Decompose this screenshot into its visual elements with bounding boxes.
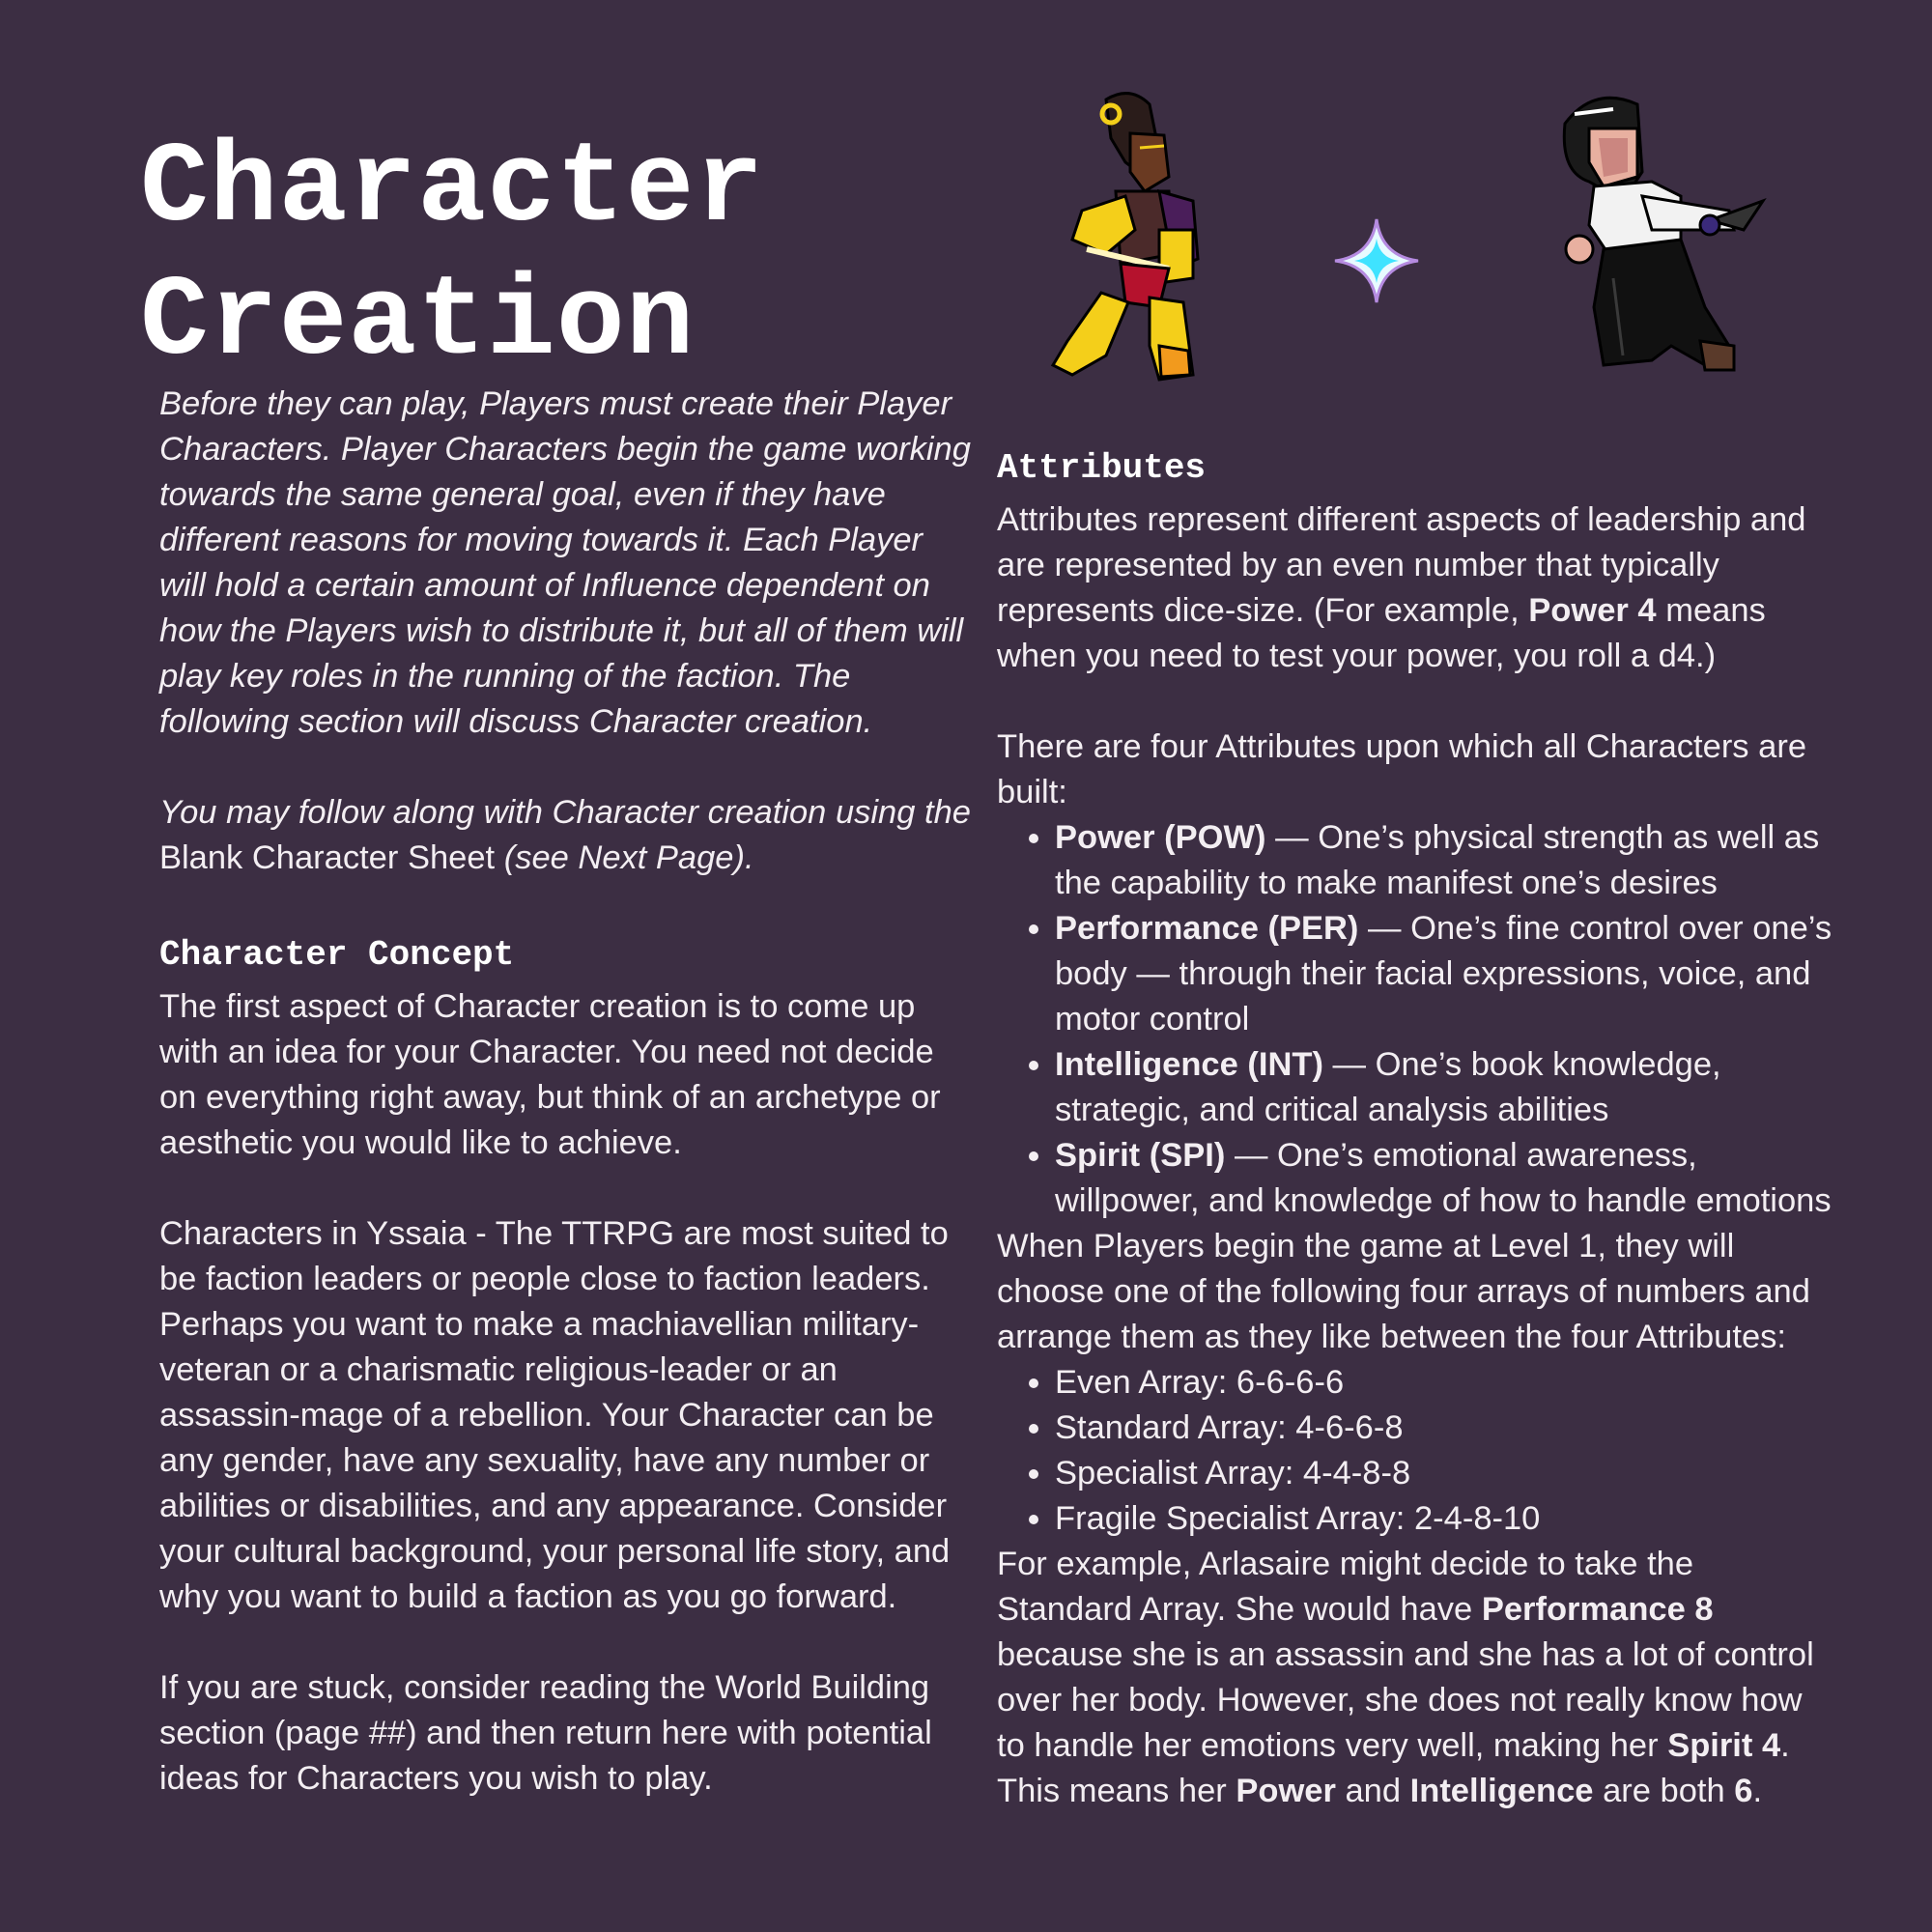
- attribute-item-power: [1055, 815, 1837, 906]
- attribute-name: Power (POW): [1055, 819, 1266, 856]
- attributes-paragraph-2: There are four Attributes upon which all Characters are built:: [997, 728, 1807, 810]
- concept-paragraph-3: If you are stuck, consider reading the World Building section (page ##) and then return here with potential ideas for Characters you wish to play.: [159, 1669, 932, 1797]
- blank-sheet-text: Blank Character Sheet: [159, 839, 496, 876]
- character-concept-heading: Character Concept: [159, 935, 515, 975]
- concept-paragraph-1: The first aspect of Character creation is to come up with an idea for your Character. You need not decide on everything right away, but think of an archetype or aesthetic you would like to achieve.: [159, 988, 941, 1161]
- example-text: For example, Arlasaire might decide to take the Standard Array. She would have: [997, 1546, 1694, 1628]
- title-line-1: Character: [140, 126, 765, 254]
- attribute-desc: — One’s emotional awareness, willpower, and knowledge of how to handle emotions: [1055, 1137, 1832, 1219]
- example-text: because she is an assassin and she has a lot of control over her body. However, she does not really know how to handle her emotions very well, making her: [997, 1636, 1814, 1764]
- attribute-item-intelligence: [1055, 1042, 1837, 1133]
- intro-paragraph: Before they can play, Players must create their Player Characters. Player Characters begin the game working towards the same general goal, even if they have different reasons for moving towards it. Each Player will hold a certain amount of Influence dependent on how the Players wish to distribute it, but all of them will play key roles in the running of the faction. The following section will discuss Character creation.: [159, 385, 971, 740]
- six-bold: 6: [1734, 1773, 1753, 1809]
- array-item: • Even Array: 6-6-6-6: [1055, 1360, 1837, 1406]
- example-text: . This means her: [997, 1727, 1790, 1809]
- array-item: • Standard Array: 4-6-6-8: [1055, 1406, 1837, 1451]
- concept-paragraph-2: Characters in Yssaia - The TTRPG are most suited to be faction leaders or people close to faction leaders. Perhaps you want to make a machiavellian military-veteran or a charismatic religious-leader or an assassin-mage of a rebellion. Your Character can be any gender, have any sexuality, have any number or abilities or disabilities, and any appearance. Consider your cultural background, your personal life story, and why you want to build a faction as you go forward.: [159, 1215, 951, 1615]
- arrays-intro: When Players begin the game at Level 1, they will choose one of the following four arrays of numbers and arrange them as they like between the four Attributes:: [997, 1228, 1810, 1355]
- attribute-name: Intelligence (INT): [1055, 1046, 1323, 1083]
- attributes-heading: Attributes: [997, 448, 1207, 488]
- attribute-desc: — One’s physical strength as well as the capability to make manifest one’s desires: [1055, 819, 1820, 901]
- array-item: • Fragile Specialist Array: 2-4-8-10: [1055, 1496, 1837, 1542]
- example-paragraph: [997, 1542, 1837, 1814]
- attributes-paragraph-1: [997, 497, 1837, 679]
- power-bold: Power: [1236, 1773, 1336, 1809]
- assassin-sprite: [1536, 85, 1777, 384]
- attributes-text-a: Attributes represent different aspects of leadership and are represented by an even number that typically represents dice-size. (For example,: [997, 501, 1806, 629]
- example-text: are both: [1603, 1773, 1725, 1809]
- follow-along-paragraph: [159, 790, 976, 881]
- example-text: and: [1345, 1773, 1402, 1809]
- intelligence-bold: Intelligence: [1409, 1773, 1594, 1809]
- performance-8-bold: Performance 8: [1481, 1591, 1714, 1628]
- sparkle-icon: [1333, 217, 1420, 304]
- attribute-name: Spirit (SPI): [1055, 1137, 1226, 1174]
- attributes-text-c: means when you need to test your power, you roll a d4.): [997, 592, 1766, 674]
- array-item: • Specialist Array: 4-4-8-8: [1055, 1451, 1837, 1496]
- follow-along-text: You may follow along with Character creation using the: [159, 794, 971, 831]
- attribute-name: Performance (PER): [1055, 910, 1359, 947]
- title-line-2: Creation: [140, 259, 696, 387]
- array-list: [997, 1360, 1837, 1542]
- power-4-bold: Power 4: [1528, 592, 1657, 629]
- attribute-desc: — One’s book knowledge, strategic, and critical analysis abilities: [1055, 1046, 1721, 1128]
- attribute-list: [997, 815, 1837, 1224]
- left-column: [159, 382, 976, 1802]
- attribute-desc: — One’s fine control over one’s body — through their facial expressions, voice, and motor control: [1055, 910, 1833, 1037]
- see-next-page-text: (see Next Page).: [503, 839, 754, 876]
- example-text: .: [1752, 1773, 1763, 1809]
- page-title: [140, 124, 764, 390]
- attribute-item-performance: [1055, 906, 1837, 1042]
- attribute-item-spirit: [1055, 1133, 1837, 1224]
- armored-warrior-sprite: [1014, 85, 1227, 394]
- spirit-4-bold: Spirit 4: [1667, 1727, 1781, 1764]
- right-column: [997, 440, 1837, 1814]
